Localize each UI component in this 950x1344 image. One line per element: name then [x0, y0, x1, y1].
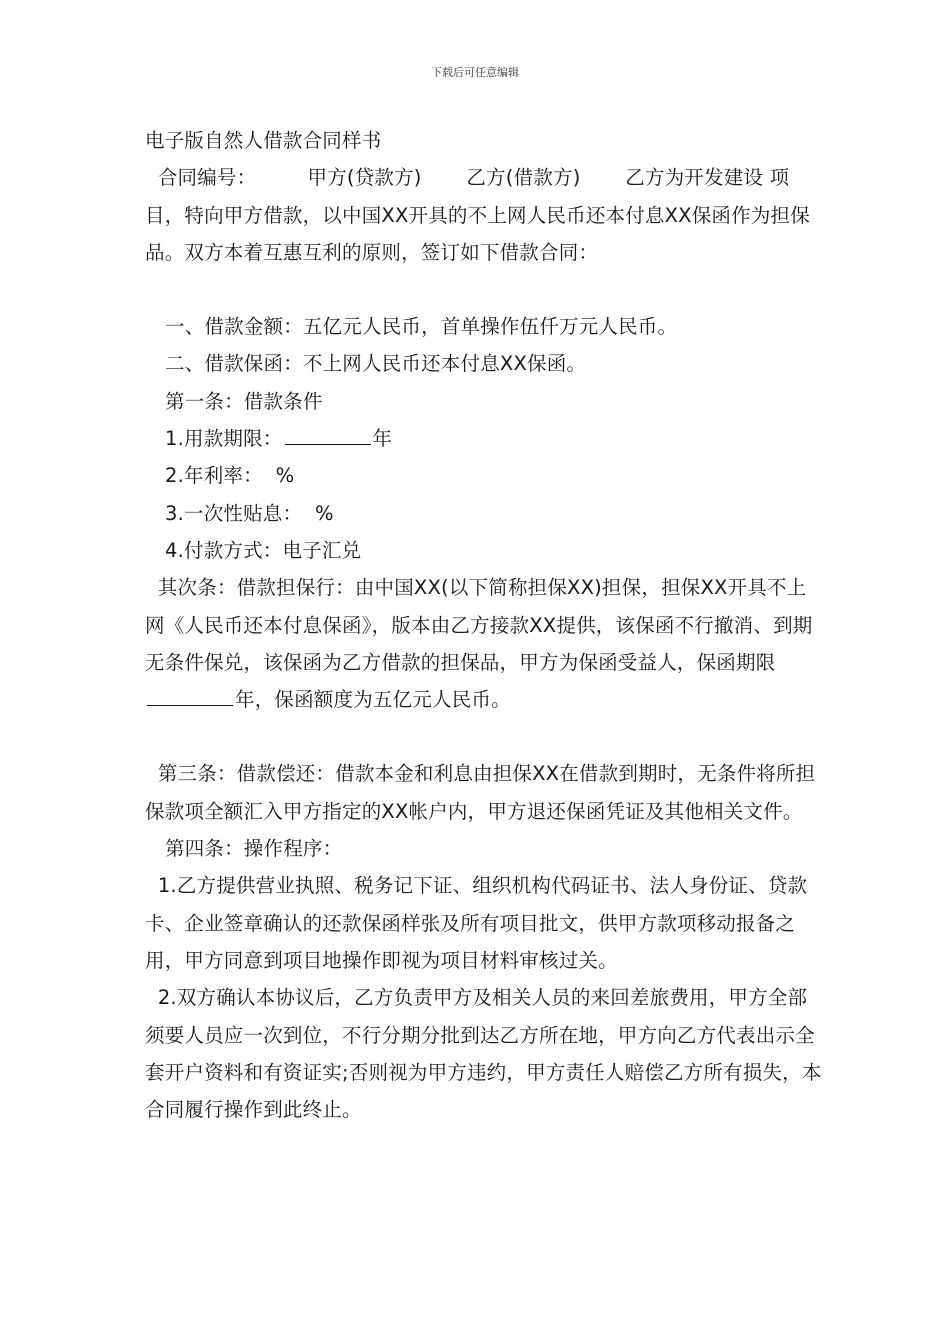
document-title: 电子版自然人借款合同样书	[145, 129, 382, 152]
loan-term-label: 1.用款期限：	[165, 427, 283, 451]
payment-method: 4.付款方式：电子汇兑	[165, 538, 362, 562]
one-time-discount: 3.一次性贴息： %	[165, 501, 334, 525]
spacer	[145, 271, 825, 308]
loan-term-blank	[285, 426, 371, 445]
intro-paragraph: 合同编号： 甲方(贷款方) 乙方(借款方) 乙方为开发建设 项目，特向甲方借款，以中国XX开具的不上网人民币还本付息XX保函作为担保品。双方本着互惠互利的原则，签订如下借款合同：	[145, 166, 810, 264]
article-one-heading: 第一条：借款条件	[165, 389, 323, 413]
article-three-paragraph: 第三条：借款偿还：借款本金和利息由担保XX在借款到期时，无条件将所担保款项全额汇入甲方指定的XX帐户内，甲方退还保函凭证及其他相关文件。	[145, 762, 816, 823]
article-two-text: 其次条：借款担保行：由中国XX(以下简称担保XX)担保，担保XX开具不上网《人民币还本付息保函》，版本由乙方接款XX提供，该保函不行撤消、到期无条件保兑，该保函为乙方借款的担保品，甲方为保函受益人，保函期限	[145, 576, 813, 674]
page-header: 下载后可任意编辑	[431, 66, 519, 79]
document-body	[145, 122, 825, 1128]
procedure-item-1: 1.乙方提供营业执照、税务记下证、组织机构代码证书、法人身份证、贷款卡、企业签章确认的还款保函样张及所有项目批文，供甲方款项移动报备之用，甲方同意到项目地操作即视为项目材料审核过关。	[145, 874, 808, 972]
loan-term	[145, 420, 825, 457]
article-four-heading: 第四条：操作程序：	[165, 837, 343, 861]
loan-amount: 一、借款金额：五亿元人民币，首单操作伍仟万元人民币。	[165, 315, 678, 339]
loan-guarantee: 二、借款保函：不上网人民币还本付息XX保函。	[165, 352, 587, 376]
guarantee-term-blank	[147, 687, 233, 706]
article-two-paragraph	[145, 569, 825, 718]
procedure-item-2: 2.双方确认本协议后，乙方负责甲方及相关人员的来回差旅费用，甲方全部须要人员应一次到位，不行分期分批到达乙方所在地，甲方向乙方代表出示全套开户资料和有资证实;否则视为甲方违约，甲方责任人赔偿乙方所有损失，本合同履行操作到此终止。	[145, 986, 822, 1122]
annual-rate: 2.年利率： %	[165, 464, 295, 488]
loan-term-unit: 年	[372, 427, 393, 451]
article-two-tail: 年，保函额度为五亿元人民币。	[235, 688, 511, 712]
spacer	[145, 718, 825, 755]
